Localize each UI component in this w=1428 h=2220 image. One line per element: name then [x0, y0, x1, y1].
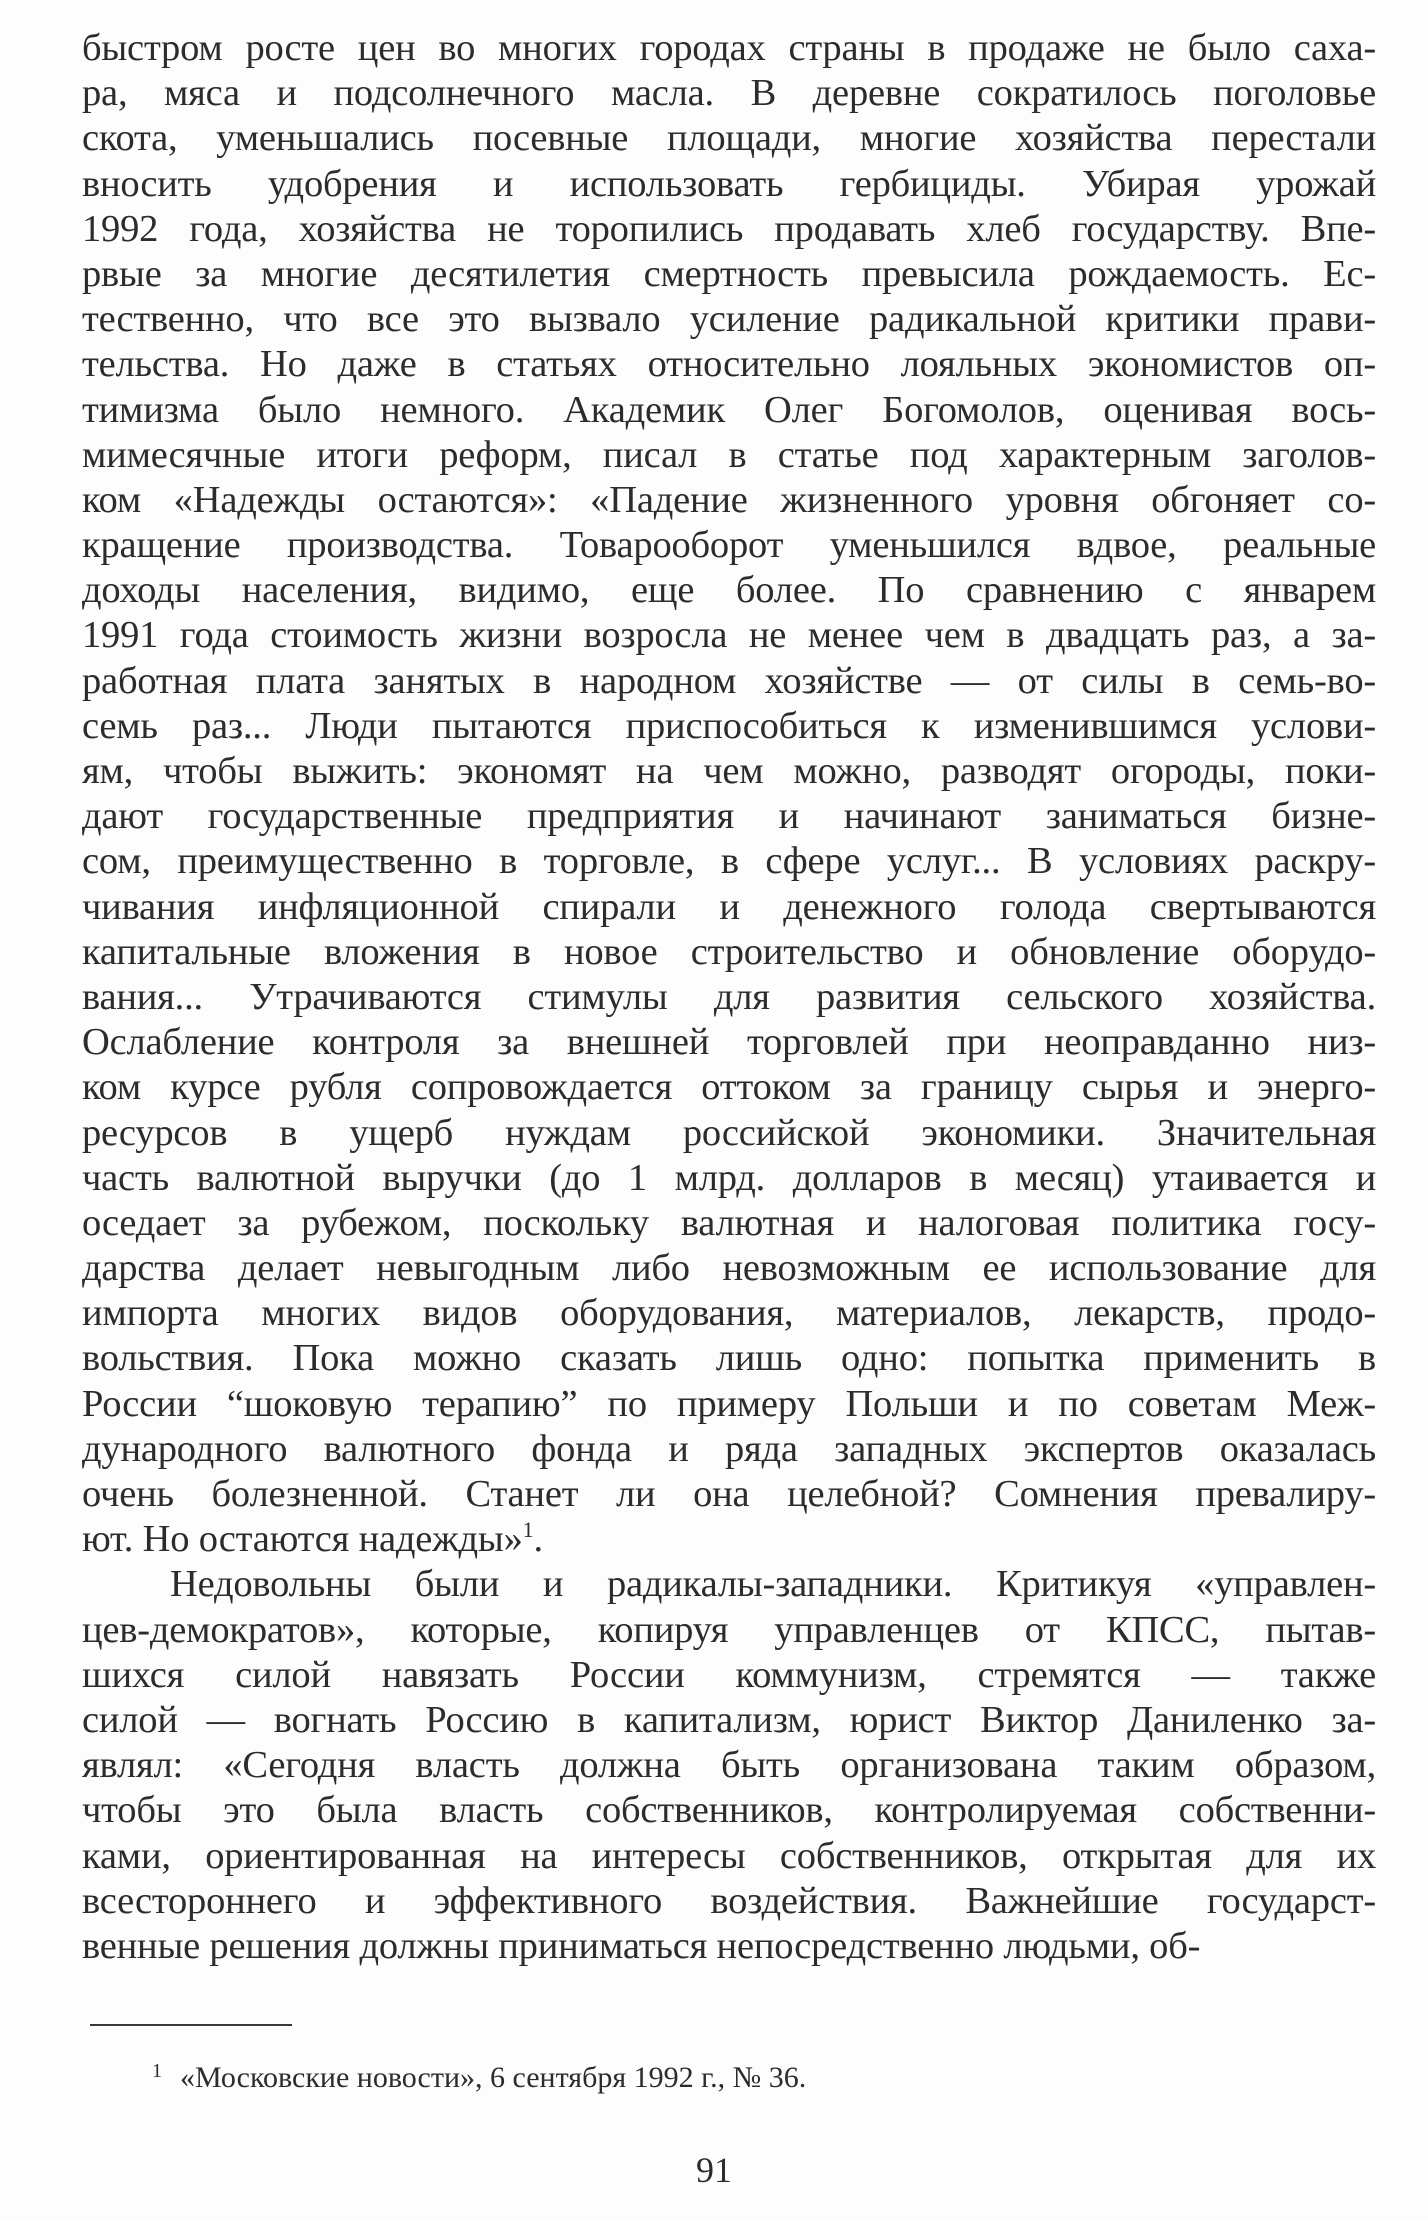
text-line [82, 1653, 1376, 1698]
text-line [82, 297, 1376, 342]
text-line [82, 839, 1376, 884]
text-line [82, 749, 1376, 794]
text-line-content: оседает за рубежом, поскольку валютная и налоговая политика госу- [82, 1201, 1376, 1244]
text-line [82, 523, 1376, 568]
text-line [82, 1517, 1376, 1562]
text-line [82, 252, 1376, 297]
footnote-marker: 1 [152, 2060, 162, 2082]
text-line [82, 1427, 1376, 1472]
text-line-content: 1992 года, хозяйства не торопились продавать хлеб государству. Впе- [82, 207, 1376, 250]
text-line [82, 794, 1376, 839]
text-line-content: дународного валютного фонда и ряда западных экспертов оказалась [82, 1427, 1376, 1470]
text-line-content: мимесячные итоги реформ, писал в статье под характерным заголов- [82, 433, 1376, 476]
text-line [82, 1065, 1376, 1110]
text-line-content: ками, ориентированная на интересы собственников, открытая для их [82, 1834, 1376, 1877]
text-line [82, 1336, 1376, 1381]
text-line-content: очень болезненной. Станет ли она целебной? Сомнения превалиру- [82, 1473, 1376, 1515]
text-line-content: вольствия. Пока можно сказать лишь одно: попытка применить в [82, 1337, 1376, 1380]
text-line [82, 1472, 1376, 1517]
text-line-content: чтобы это была власть собственников, контролируемая собственни- [82, 1789, 1376, 1832]
text-line-content: 1991 года стоимость жизни возросла не менее чем в двадцать раз, а за- [82, 614, 1376, 657]
text-line-content: тимизма было немного. Академик Олег Богомолов, оценивая вось- [82, 388, 1376, 431]
text-line [82, 116, 1376, 161]
text-line [82, 1382, 1376, 1427]
text-line-content: скота, уменьшались посевные площади, многие хозяйства перестали [82, 117, 1376, 160]
text-line-content: кращение производства. Товарооборот уменьшился вдвое, реальные [82, 524, 1376, 567]
text-line [82, 975, 1376, 1020]
text-line [82, 885, 1376, 930]
text-line-content: России “шоковую терапию” по примеру Польши и по советам Меж- [82, 1382, 1376, 1425]
text-line [82, 1924, 1376, 1969]
text-line-content: семь раз... Люди пытаются приспособиться к изменившимся услови- [82, 704, 1376, 747]
text-line [82, 342, 1376, 387]
text-line [82, 1020, 1376, 1065]
text-line-content: ресурсов в ущерб нуждам российской экономики. Значительная [82, 1111, 1376, 1154]
text-line [82, 1834, 1376, 1879]
text-line-content: ра, мяса и подсолнечного масла. В деревне сократилось поголовье [82, 72, 1376, 115]
text-line-content: шихся силой навязать России коммунизм, стремятся — также [82, 1653, 1376, 1696]
footnote-text: «Московские новости», 6 сентября 1992 г., № 36. [180, 2061, 807, 2094]
text-line-content: вносить удобрения и использовать гербициды. Убирая урожай [82, 162, 1376, 205]
text-line [82, 1788, 1376, 1833]
text-line [82, 1201, 1376, 1246]
text-line-content: ют. Но остаются надежды» [82, 1518, 523, 1561]
text-line [82, 478, 1376, 523]
text-line-content: венные решения должны приниматься непосредственно людьми, об- [82, 1924, 1201, 1967]
text-line-content: доходы населения, видимо, еще более. По сравнению с январем [82, 569, 1376, 612]
text-line-content: являл: «Сегодня власть должна быть организована таким образом, [82, 1744, 1376, 1787]
text-line [82, 1246, 1376, 1291]
trailing-punctuation: . [533, 1518, 543, 1561]
text-line-content: ям, чтобы выжить: экономят на чем можно, разводят огороды, поки- [82, 750, 1376, 792]
text-line [82, 930, 1376, 975]
text-line [82, 613, 1376, 658]
text-line-content: часть валютной выручки (до 1 млрд. долларов в месяц) утаивается и [82, 1156, 1376, 1199]
footnote-separator [90, 2024, 292, 2026]
text-line-content: импорта многих видов оборудования, материалов, лекарств, продо- [82, 1292, 1376, 1335]
text-line [82, 1608, 1376, 1653]
body-text [82, 26, 1376, 1969]
text-line-content: Ослабление контроля за внешней торговлей при неоправданно низ- [82, 1021, 1376, 1064]
text-line [82, 162, 1376, 207]
text-line [82, 207, 1376, 252]
text-line-content: силой — вогнать Россию в капитализм, юрист Виктор Даниленко за- [82, 1698, 1376, 1741]
text-line-content: чивания инфляционной спирали и денежного голода свертываются [82, 885, 1376, 928]
text-line-content: тественно, что все это вызвало усиление радикальной критики прави- [82, 298, 1376, 341]
text-line-content: Недовольны были и радикалы-западники. Критикуя «управлен- [170, 1563, 1376, 1606]
text-line [82, 568, 1376, 613]
text-line [82, 433, 1376, 478]
footnote [152, 2060, 806, 2096]
paragraph-1 [82, 26, 1376, 1562]
text-line-content: всестороннего и эффективного воздействия. Важнейшие государст- [82, 1879, 1376, 1922]
text-line-content: ком курсе рубля сопровождается оттоком за границу сырья и энерго- [82, 1066, 1376, 1109]
text-line [82, 26, 1376, 71]
footnote-reference[interactable]: 1 [522, 1517, 534, 1543]
paragraph-2 [82, 1562, 1376, 1969]
text-line [82, 659, 1376, 704]
text-line-content: быстром росте цен во многих городах страны в продаже не было саха- [82, 27, 1376, 69]
text-line [82, 1291, 1376, 1336]
text-line-content: работная плата занятых в народном хозяйстве — от силы в семь-во- [82, 659, 1376, 702]
text-line [82, 388, 1376, 433]
text-line-content: дарства делает невыгодным либо невозможным ее использование для [82, 1247, 1376, 1290]
page-number: 91 [696, 2150, 732, 2190]
text-line [82, 1156, 1376, 1201]
text-line [82, 1743, 1376, 1788]
text-line-content: капитальные вложения в новое строительство и обновление оборудо- [82, 930, 1376, 973]
text-line [82, 71, 1376, 116]
text-line-content: дают государственные предприятия и начинают заниматься бизне- [82, 795, 1376, 838]
text-line-content: цев-демократов», которые, копируя управленцев от КПСС, пытав- [82, 1608, 1376, 1651]
text-line [82, 1111, 1376, 1156]
text-line-content: рвые за многие десятилетия смертность превысила рождаемость. Ес- [82, 252, 1376, 295]
text-line [82, 704, 1376, 749]
text-line-content: ком «Надежды остаются»: «Падение жизненного уровня обгоняет со- [82, 478, 1376, 521]
text-line-content: тельства. Но даже в статьях относительно лояльных экономистов оп- [82, 343, 1376, 386]
text-line [82, 1879, 1376, 1924]
text-line [82, 1562, 1376, 1607]
text-line [82, 1698, 1376, 1743]
text-line-content: сом, преимущественно в торговле, в сфере услуг... В условиях раскру- [82, 840, 1376, 883]
text-line-content: вания... Утрачиваются стимулы для развития сельского хозяйства. [82, 975, 1376, 1018]
